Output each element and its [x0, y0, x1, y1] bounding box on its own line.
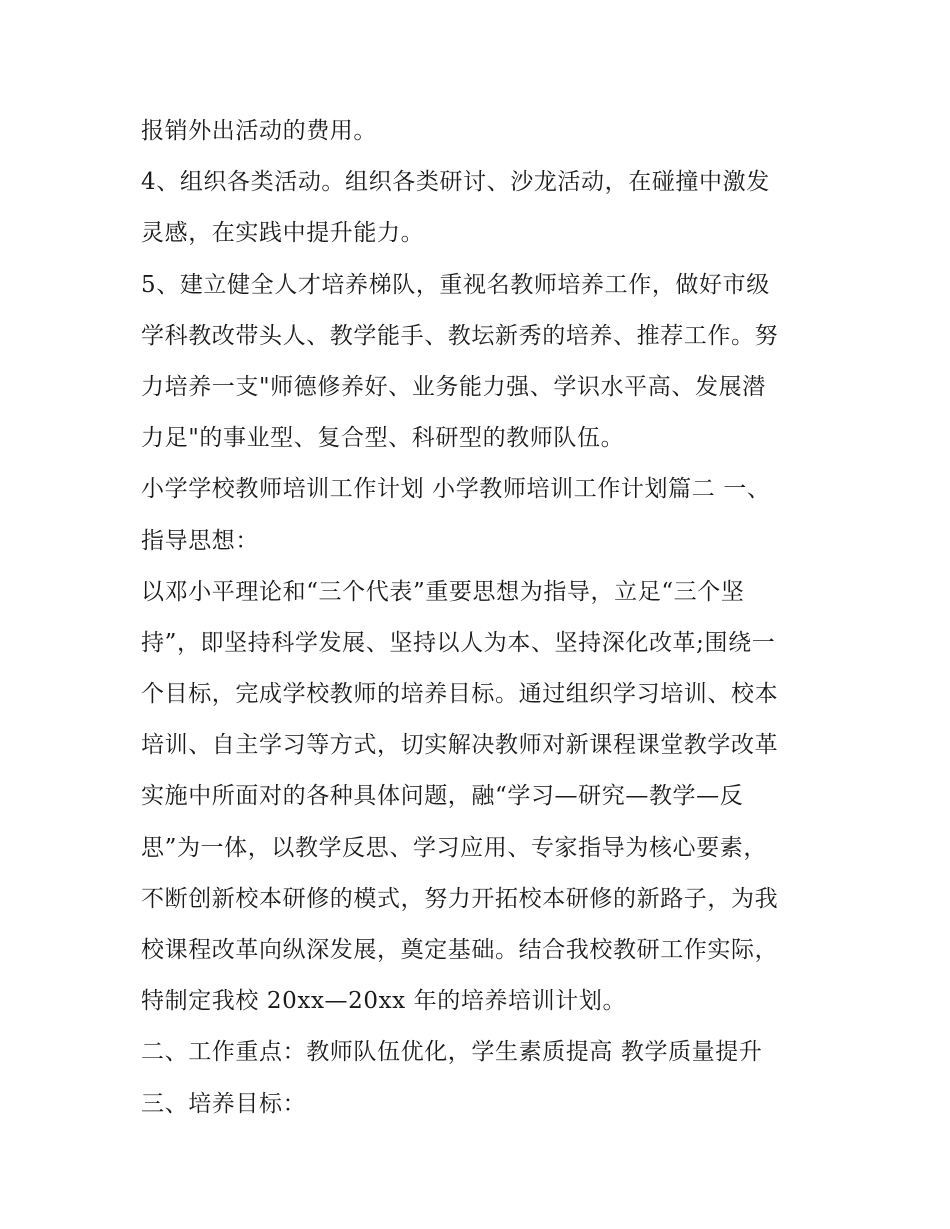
text-line: 特制定我校 20xx—20xx 年的培养培训计划。: [141, 988, 627, 1015]
text-line: 报销外出活动的费用。: [141, 118, 377, 144]
text-line: 力足"的事业型、复合型、科研型的教师队伍。: [141, 425, 625, 452]
text-line: 不断创新校本研修的模式，努力开拓校本研修的新路子，为我: [141, 885, 779, 912]
text-line: 思”为一体，以教学反思、学习应用、专家指导为核心要素，: [141, 834, 767, 861]
document-body: [141, 106, 821, 1130]
text-line: 指导思想：: [141, 527, 259, 554]
text-line: 校课程改革向纵深发展，奠定基础。结合我校教研工作实际，: [141, 937, 779, 963]
text-line: 力培养一支"师德修养好、业务能力强、学识水平高、发展潜: [141, 373, 766, 400]
text-line: 培训、自主学习等方式，切实解决教师对新课程课堂教学改革: [141, 732, 779, 759]
text-line: 4、组织各类活动。组织各类研讨、沙龙活动，在碰撞中激发: [141, 169, 770, 196]
text-line: 小学学校教师培训工作计划 小学教师培训工作计划篇二 一、: [141, 476, 771, 503]
text-line: 以邓小平理论和“三个代表”重要思想为指导，立足“三个坚: [141, 578, 745, 605]
text-line: 灵感，在实践中提升能力。: [141, 220, 425, 247]
text-line: 个目标，完成学校教师的培养目标。通过组织学习培训、校本: [141, 681, 779, 708]
text-line: 5、建立健全人才培养梯队，重视名教师培养工作，做好市级: [141, 271, 770, 298]
text-line: 实施中所面对的各种具体问题，融“学习—研究—教学—反: [141, 783, 744, 810]
text-line: 三、培养目标：: [141, 1090, 307, 1117]
text-line: 持”，即坚持科学发展、坚持以人为本、坚持深化改革;围绕一: [141, 629, 776, 656]
text-line: 二、工作重点：教师队伍优化，学生素质提高 教学质量提升: [141, 1039, 763, 1066]
text-line: 学科教改带头人、教学能手、教坛新秀的培养、推荐工作。努: [141, 322, 779, 349]
